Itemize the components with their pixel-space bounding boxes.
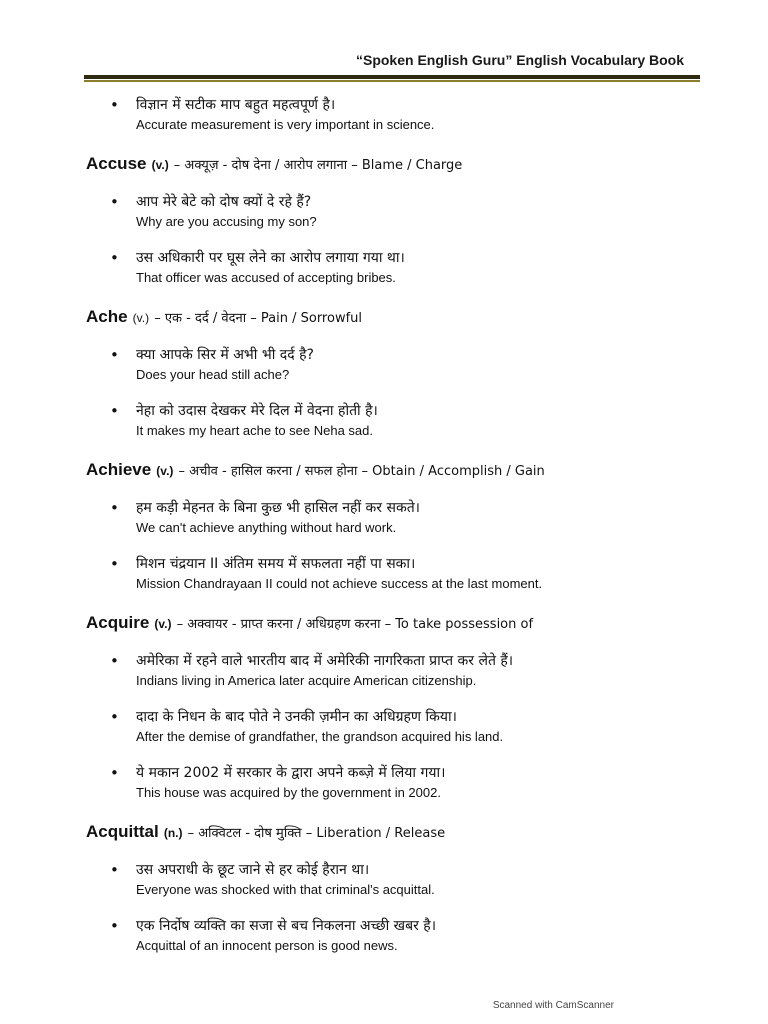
- bullet-icon: •: [110, 499, 119, 517]
- entry-ache: [86, 304, 736, 440]
- example-item: [86, 498, 736, 537]
- entry-heading: [86, 151, 736, 179]
- entry-pos: (v.): [154, 617, 172, 631]
- example-english: Mission Chandrayaan II could not achieve success at the last moment.: [136, 576, 543, 591]
- bullet-icon: •: [110, 917, 119, 935]
- example-hindi: मिशन चंद्रयान II अंतिम समय में सफलता नहीं पा सका।: [136, 556, 416, 572]
- example-hindi: एक निर्दोष व्यक्ति का सजा से बच निकलना अच्छी खबर है।: [136, 918, 437, 934]
- example-hindi: उस अपराधी के छूट जाने से हर कोई हैरान था।: [136, 862, 370, 878]
- example-hindi: विज्ञान में सटीक माप बहुत महत्वपूर्ण है।: [136, 97, 336, 113]
- bullet-icon: •: [110, 764, 119, 782]
- page-header-title: “Spoken English Guru” English Vocabulary Book: [355, 52, 684, 68]
- example-item: [86, 192, 736, 231]
- entry-heading: [86, 819, 736, 847]
- entry-heading: [86, 610, 736, 638]
- example-english: It makes my heart ache to see Neha sad.: [136, 423, 374, 438]
- bullet-icon: •: [110, 96, 119, 114]
- entry-acquittal: [86, 819, 736, 955]
- entry-pos: (n.): [163, 826, 183, 840]
- entry-acquire: [86, 610, 736, 802]
- example-item: [86, 916, 736, 955]
- entry-definition: – एक - दर्द / वेदना – Pain / Sorrowful: [154, 311, 363, 326]
- example-hindi: ये मकान 2002 में सरकार के द्वारा अपने कब्ज़े में लिया गया।: [136, 765, 446, 781]
- bullet-icon: •: [110, 249, 119, 267]
- entry-word: Achieve: [86, 460, 152, 479]
- bullet-icon: •: [110, 555, 119, 573]
- example-hindi: आप मेरे बेटे को दोष क्यों दे रहे हैं?: [136, 194, 312, 210]
- example-item: [86, 401, 736, 440]
- example-item: [86, 651, 736, 690]
- example-item: [86, 763, 736, 802]
- example-item: [86, 860, 736, 899]
- example-hindi: दादा के निधन के बाद पोते ने उनकी ज़मीन का अधिग्रहण किया।: [136, 709, 457, 725]
- example-english: Why are you accusing my son?: [136, 214, 317, 229]
- entry-definition: – अक्यूज़ - दोष देना / आरोप लगाना – Blame / Charge: [173, 158, 463, 173]
- entry-word: Ache: [86, 307, 128, 326]
- example-english: Does your head still ache?: [136, 367, 290, 382]
- header-rule-thin: [84, 80, 700, 82]
- entry-word: Acquire: [86, 613, 150, 632]
- header-rule-thick: [84, 75, 700, 79]
- entry-accuse: [86, 151, 736, 287]
- example-hindi: क्या आपके सिर में अभी भी दर्द है?: [136, 347, 314, 363]
- example-item: [86, 554, 736, 593]
- bullet-icon: •: [110, 861, 119, 879]
- entry-pos: (v.): [156, 464, 174, 478]
- bullet-icon: •: [110, 708, 119, 726]
- example-item: [86, 345, 736, 384]
- entry-pos: (v.): [132, 311, 150, 325]
- example-english: That officer was accused of accepting bribes.: [136, 270, 396, 285]
- entry-word: Accuse: [86, 154, 147, 173]
- bullet-icon: •: [110, 346, 119, 364]
- example-english: After the demise of grandfather, the grandson acquired his land.: [136, 729, 504, 744]
- vocabulary-content: [86, 95, 736, 972]
- example-english: Everyone was shocked with that criminal's acquittal.: [136, 882, 435, 897]
- entry-definition: – अक्वायर - प्राप्त करना / अधिग्रहण करना – To take possession of: [176, 617, 534, 632]
- example-item: [86, 707, 736, 746]
- example-english: Indians living in America later acquire American citizenship.: [136, 673, 477, 688]
- example-hindi: नेहा को उदास देखकर मेरे दिल में वेदना होती है।: [136, 403, 378, 419]
- bullet-icon: •: [110, 193, 119, 211]
- entry-heading: [86, 457, 736, 485]
- entry-pos: (v.): [151, 158, 169, 172]
- example-english: Acquittal of an innocent person is good news.: [136, 938, 398, 953]
- entry-achieve: [86, 457, 736, 593]
- entry-definition: – अक्विटल - दोष मुक्ति – Liberation / Release: [187, 826, 446, 841]
- example-english: Accurate measurement is very important in science.: [136, 117, 435, 132]
- example-item: [86, 248, 736, 287]
- example-hindi: हम कड़ी मेहनत के बिना कुछ भी हासिल नहीं कर सकते।: [136, 500, 420, 516]
- entry-heading: [86, 304, 736, 332]
- intro-example: [86, 95, 736, 134]
- entry-word: Acquittal: [86, 822, 159, 841]
- bullet-icon: •: [110, 402, 119, 420]
- example-hindi: अमेरिका में रहने वाले भारतीय बाद में अमेरिकी नागरिकता प्राप्त कर लेते हैं।: [136, 653, 514, 669]
- example-hindi: उस अधिकारी पर घूस लेने का आरोप लगाया गया था।: [136, 250, 405, 266]
- example-english: This house was acquired by the government in 2002.: [136, 785, 441, 800]
- bullet-icon: •: [110, 652, 119, 670]
- scanner-watermark: Scanned with CamScanner: [492, 1000, 614, 1011]
- example-english: We can't achieve anything without hard work.: [136, 520, 397, 535]
- entry-definition: – अचीव - हासिल करना / सफल होना – Obtain / Accomplish / Gain: [178, 464, 545, 479]
